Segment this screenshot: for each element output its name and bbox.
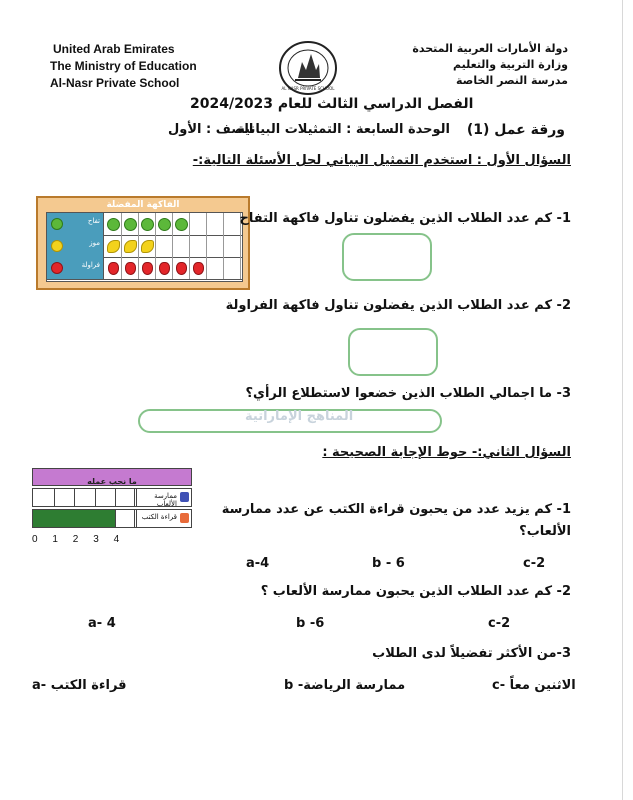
activity-bar-cell-filled	[53, 510, 75, 527]
fruit-cell	[138, 235, 156, 257]
fruit-cell	[121, 257, 139, 279]
worksheet-number: ورقة عمل (1)	[466, 122, 565, 138]
answer-box-strawberries[interactable]	[348, 328, 438, 376]
straw-icon	[125, 262, 136, 275]
activity-label-cell	[134, 489, 191, 506]
fruit-label-banana: موز	[89, 239, 100, 247]
apple-icon	[158, 218, 171, 231]
activity-label-games: ممارسة الألعاب	[154, 492, 177, 508]
header-en-line3: Al-Nasr Private School	[50, 76, 180, 90]
page-edge	[622, 0, 623, 800]
q2-3-option-b[interactable]: ممارسة الرياضة- b	[284, 678, 406, 693]
activity-bar-chart	[30, 468, 192, 530]
fruit-label-apple: تفاح	[87, 217, 100, 225]
fruit-cell	[121, 235, 139, 257]
logo-text: AL NASR PRIVATE SCHOOL	[281, 86, 335, 91]
q2-item3: 3-من الأكثر تفضيلاً لدى الطلاب	[372, 646, 571, 661]
answer-box-apples[interactable]	[342, 233, 432, 281]
fruit-cell	[121, 213, 139, 235]
fruit-row-apple	[47, 213, 242, 236]
q1-heading: السؤال الأول : استخدم التمثيل البياني لحل الأسئلة التالية:-	[192, 153, 571, 168]
q2-3-option-c[interactable]: الاثنين معاً -c	[492, 678, 576, 693]
fruit-cell	[189, 235, 207, 257]
activity-bar-cell	[115, 489, 137, 506]
q2-3-option-a[interactable]: قراءة الكتب -a	[32, 678, 127, 693]
q1-item3: 3- ما اجمالي الطلاب الذين خضعوا لاستطلاع الرأي؟	[245, 386, 571, 401]
fruit-chart-title: الفاكهة المفضلة	[106, 200, 180, 210]
header-ar-line2: وزارة التربية والتعليم	[453, 58, 568, 71]
term-title: الفصل الدراسي الثالث للعام 2024/2023	[190, 96, 474, 112]
puzzle-icon	[180, 492, 189, 502]
q2-1-option-b[interactable]: b - 6	[372, 556, 405, 571]
fruit-cell	[206, 213, 224, 235]
header-en-line1: United Arab Emirates	[53, 42, 175, 56]
fruit-cell	[172, 235, 190, 257]
activity-bar-cell	[53, 489, 75, 506]
axis-tick-label: 1	[52, 534, 58, 545]
fruit-label-cell	[47, 213, 104, 235]
activity-bar-cell-filled	[33, 510, 55, 527]
banana-icon	[107, 240, 120, 253]
fruit-cell	[189, 213, 207, 235]
q2-1-option-c[interactable]: c-2	[523, 556, 546, 571]
fruit-chart-grid	[46, 212, 243, 282]
fruit-label-straw: فراولة	[81, 261, 100, 269]
axis-tick-label: 0	[32, 534, 38, 545]
straw-icon	[159, 262, 170, 275]
fruit-cell	[223, 213, 241, 235]
activity-bar-cell-filled	[74, 510, 96, 527]
straw-icon	[193, 262, 204, 275]
q2-item2: 2- كم عدد الطلاب الذين يحبون ممارسة الألعاب ؟	[260, 584, 571, 599]
fruit-cell	[172, 257, 190, 279]
fruit-cell	[206, 235, 224, 257]
apple-icon	[141, 218, 154, 231]
watermark: المناهج الإماراتية	[245, 409, 354, 424]
apple-icon	[175, 218, 188, 231]
school-logo	[278, 40, 338, 96]
q2-item1-line2: الألعاب؟	[519, 524, 571, 539]
q2-2-option-b[interactable]: b -6	[296, 616, 325, 631]
activity-bar-cell-filled	[94, 510, 116, 527]
straw-icon	[142, 262, 153, 275]
q2-2-option-c[interactable]: c-2	[488, 616, 511, 631]
header-ar-line1: دولة الأمارات العربية المتحدة	[412, 42, 568, 55]
activity-row-reading	[32, 509, 192, 528]
q2-heading: السؤال الثاني:- حوط الإجابة الصحيحة :	[322, 445, 571, 460]
activity-row-games	[32, 488, 192, 507]
activity-bar-cell	[94, 489, 116, 506]
fruit-cell	[104, 213, 122, 235]
fruit-cell	[155, 213, 173, 235]
axis-tick-label: 4	[113, 534, 120, 545]
apple-icon	[51, 218, 63, 230]
apple-icon	[107, 218, 120, 231]
header-ar-line3: مدرسة النصر الخاصة	[456, 74, 568, 87]
q1-item1: 1- كم عدد الطلاب الذين يفضلون تناول فاكهة التفاح	[239, 211, 571, 226]
activity-bar-cell	[33, 489, 55, 506]
straw-icon	[108, 262, 119, 275]
fruit-cell	[138, 257, 156, 279]
fruit-cell	[223, 257, 241, 279]
q2-1-option-a[interactable]: a-4	[246, 556, 270, 571]
banana-icon	[141, 240, 154, 253]
activity-chart-title-bar	[32, 468, 192, 486]
fruit-cell	[189, 257, 207, 279]
fruit-cell	[104, 257, 122, 279]
q2-2-option-a[interactable]: a- 4	[88, 616, 116, 631]
fruit-pictograph	[36, 196, 250, 290]
fruit-row-banana	[47, 235, 242, 258]
fruit-cell	[155, 235, 173, 257]
straw-icon	[51, 262, 63, 274]
fruit-cell	[104, 235, 122, 257]
activity-bar-cell	[115, 510, 137, 527]
axis-tick-label: 3	[93, 534, 99, 545]
book-icon	[180, 513, 189, 523]
q2-item1-line1: 1- كم يزيد عدد من يحبون قراءة الكتب عن عدد ممارسة	[221, 502, 571, 517]
fruit-cell	[206, 257, 224, 279]
q1-item2: 2- كم عدد الطلاب الذين يفضلون تناول فاكهة الفراولة	[225, 298, 571, 313]
activity-bar-cell	[74, 489, 96, 506]
fruit-cell	[155, 257, 173, 279]
banana-icon	[51, 240, 63, 252]
fruit-cell	[172, 213, 190, 235]
unit-title: الوحدة السابعة : التمثيلات البيانية	[237, 122, 450, 137]
fruit-cell	[138, 213, 156, 235]
header-en-line2: The Ministry of Education	[50, 59, 197, 73]
grade-label: الصف : الأول	[168, 122, 254, 137]
apple-icon	[124, 218, 137, 231]
fruit-cell	[223, 235, 241, 257]
fruit-label-cell	[47, 235, 104, 257]
fruit-row-straw	[47, 257, 242, 280]
banana-icon	[124, 240, 137, 253]
activity-label-cell	[134, 510, 191, 527]
axis-tick-label: 2	[72, 534, 79, 545]
fruit-label-cell	[47, 257, 104, 279]
activity-label-reading: قراءة الكتب	[141, 513, 177, 521]
activity-chart-title: ما نحب عمله	[87, 477, 137, 486]
straw-icon	[176, 262, 187, 275]
